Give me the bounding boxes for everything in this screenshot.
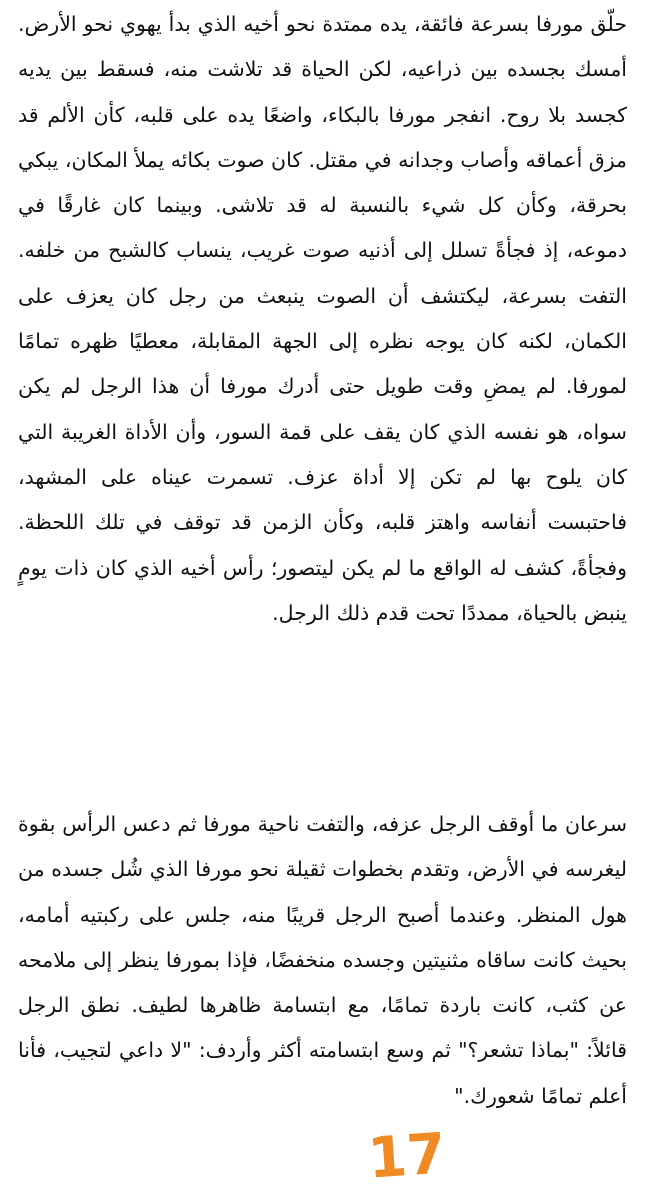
handwritten-page-number: 17 (365, 1121, 449, 1192)
paragraph-2: سرعان ما أوقف الرجل عزفه، والتفت ناحية مورفا ثم دعس الرأس بقوة ليغرسه في الأرض، وتقدم بخطوات ثقيلة نحو مورفا الذي شُل جسده من هول المنظر. وعندما أصبح الرجل قريبًا منه، جلس على ركبتيه أمامه، بحيث كانت ساقاه مثنيتين وجسده منخفضًا، فإذا بمورفا ينظر إلى ملامحه عن كثب، كانت باردة تمامًا، مع ابتسامة ظاهرها لطيف. نطق الرجل قائلاً: "بماذا تشعر؟" ثم وسع ابتسامته أكثر وأردف: "لا داعي لتجيب، فأنا أعلم تمامًا شعورك." (18, 812, 627, 1108)
paragraph-1: حلّق مورفا بسرعة فائقة، يده ممتدة نحو أخيه الذي بدأ يهوي نحو الأرض. أمسك بجسده بين ذراعيه، لكن الحياة قد تلاشت منه، فسقط بين يديه كجسد بلا روح. انفجر مورفا بالبكاء، واضعًا يده على قلبه، كأن الألم قد مزق أعماقه وأصاب وجدانه في مقتل. كان صوت بكائه يملأ المكان، يبكي بحرقة، وكأن كل شيء بالنسبة له قد تلاشى. وبينما كان غارقًا في دموعه، إذ فجأةً تسلل إلى أذنيه صوت غريب، ينساب كالشبح من خلفه. التفت بسرعة، ليكتشف أن الصوت ينبعث من رجل كان يعزف على الكمان، لكنه كان يوجه نظره إلى الجهة المقابلة، معطيًا ظهره تمامًا لمورفا. لم يمضِ وقت طويل حتى أدرك مورفا أن هذا الرجل لم يكن سواه، هو نفسه الذي كان يقف على قمة السور، وأن الأداة الغريبة التي كان يلوح بها لم تكن إلا أداة عزف. تسمرت عيناه على المشهد، فاحتبست أنفاسه واهتز قلبه، وكأن الزمن قد توقف في تلك اللحظة. وفجأةً، كشف له الواقع ما لم يكن ليتصور؛ رأس أخيه الذي كان ذات يومٍ ينبض بالحياة، ممددًا تحت قدم ذلك الرجل. (18, 12, 627, 625)
